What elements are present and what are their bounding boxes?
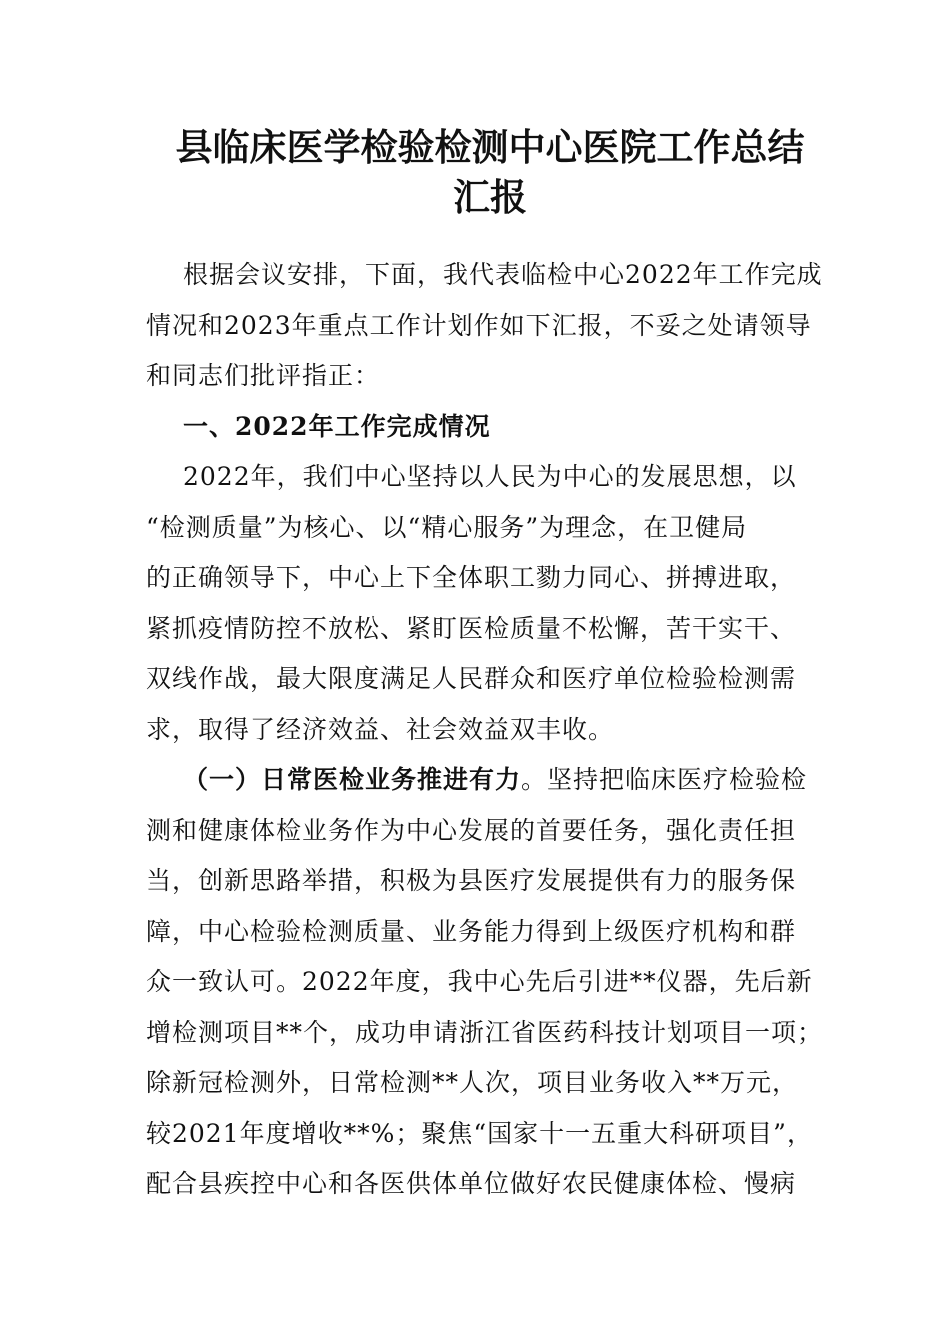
subsection-1-first-rest: 。坚持把临床医疗检验检 (521, 765, 808, 794)
section-1-line-1: 2022年，我们中心坚持以人民为中心的发展思想，以 (183, 462, 797, 491)
intro-line-2: 情况和2023年重点工作计划作如下汇报，不妥之处请领导 (146, 310, 812, 340)
title-line-2: 汇报 (453, 175, 527, 219)
document-body (146, 250, 836, 1210)
subsection-1 (146, 755, 836, 1210)
section-1-line-5: 双线作战，最大限度满足人民群众和医疗单位检验检测需 (146, 664, 797, 693)
section-1-line-4: 紧抓疫情防控不放松、紧盯医检质量不松懈，苦干实干、 (146, 613, 797, 643)
title-line-1: 县临床医学检验检测中心医院工作总结 (175, 125, 805, 169)
subsection-1-line-7: 除新冠检测外，日常检测**人次，项目业务收入**万元， (146, 1068, 799, 1097)
intro-line-1: 根据会议安排，下面，我代表临检中心2022年工作完成 (183, 260, 823, 289)
document-title (140, 122, 840, 222)
subsection-1-line-8: 较2021年度增收**%；聚焦“国家十一五重大科研项目”， (146, 1118, 813, 1148)
subsection-1-line-6: 增检测项目**个，成功申请浙江省医药科技计划项目一项； (146, 1017, 824, 1047)
intro-line-3: 和同志们批评指正： (146, 361, 381, 390)
section-1-line-3: 的正确领导下，中心上下全体职工勠力同心、拼搏进取， (146, 563, 797, 592)
section-1-heading: 一、2022年工作完成情况 (183, 411, 491, 441)
subsection-1-heading: （一）日常医检业务推进有力 (183, 765, 522, 794)
subsection-1-line-2: 测和健康体检业务作为中心发展的首要任务，强化责任担 (146, 815, 797, 845)
subsection-1-first-line (146, 755, 836, 806)
section-1-line-6: 求，取得了经济效益、社会效益双丰收。 (146, 714, 615, 744)
section-1-line-2: “检测质量”为核心、以“精心服务”为理念，在卫健局 (146, 512, 748, 542)
subsection-1-line-5: 众一致认可。2022年度，我中心先后引进**仪器，先后新 (146, 967, 813, 996)
subsection-1-line-9: 配合县疾控中心和各医供体单位做好农民健康体检、慢病 (146, 1169, 797, 1198)
subsection-1-line-3: 当，创新思路举措，积极为县医疗发展提供有力的服务保 (146, 866, 797, 895)
subsection-1-line-4: 障，中心检验检测质量、业务能力得到上级医疗机构和群 (146, 916, 797, 946)
intro-paragraph (146, 250, 836, 402)
section-1 (146, 402, 836, 756)
